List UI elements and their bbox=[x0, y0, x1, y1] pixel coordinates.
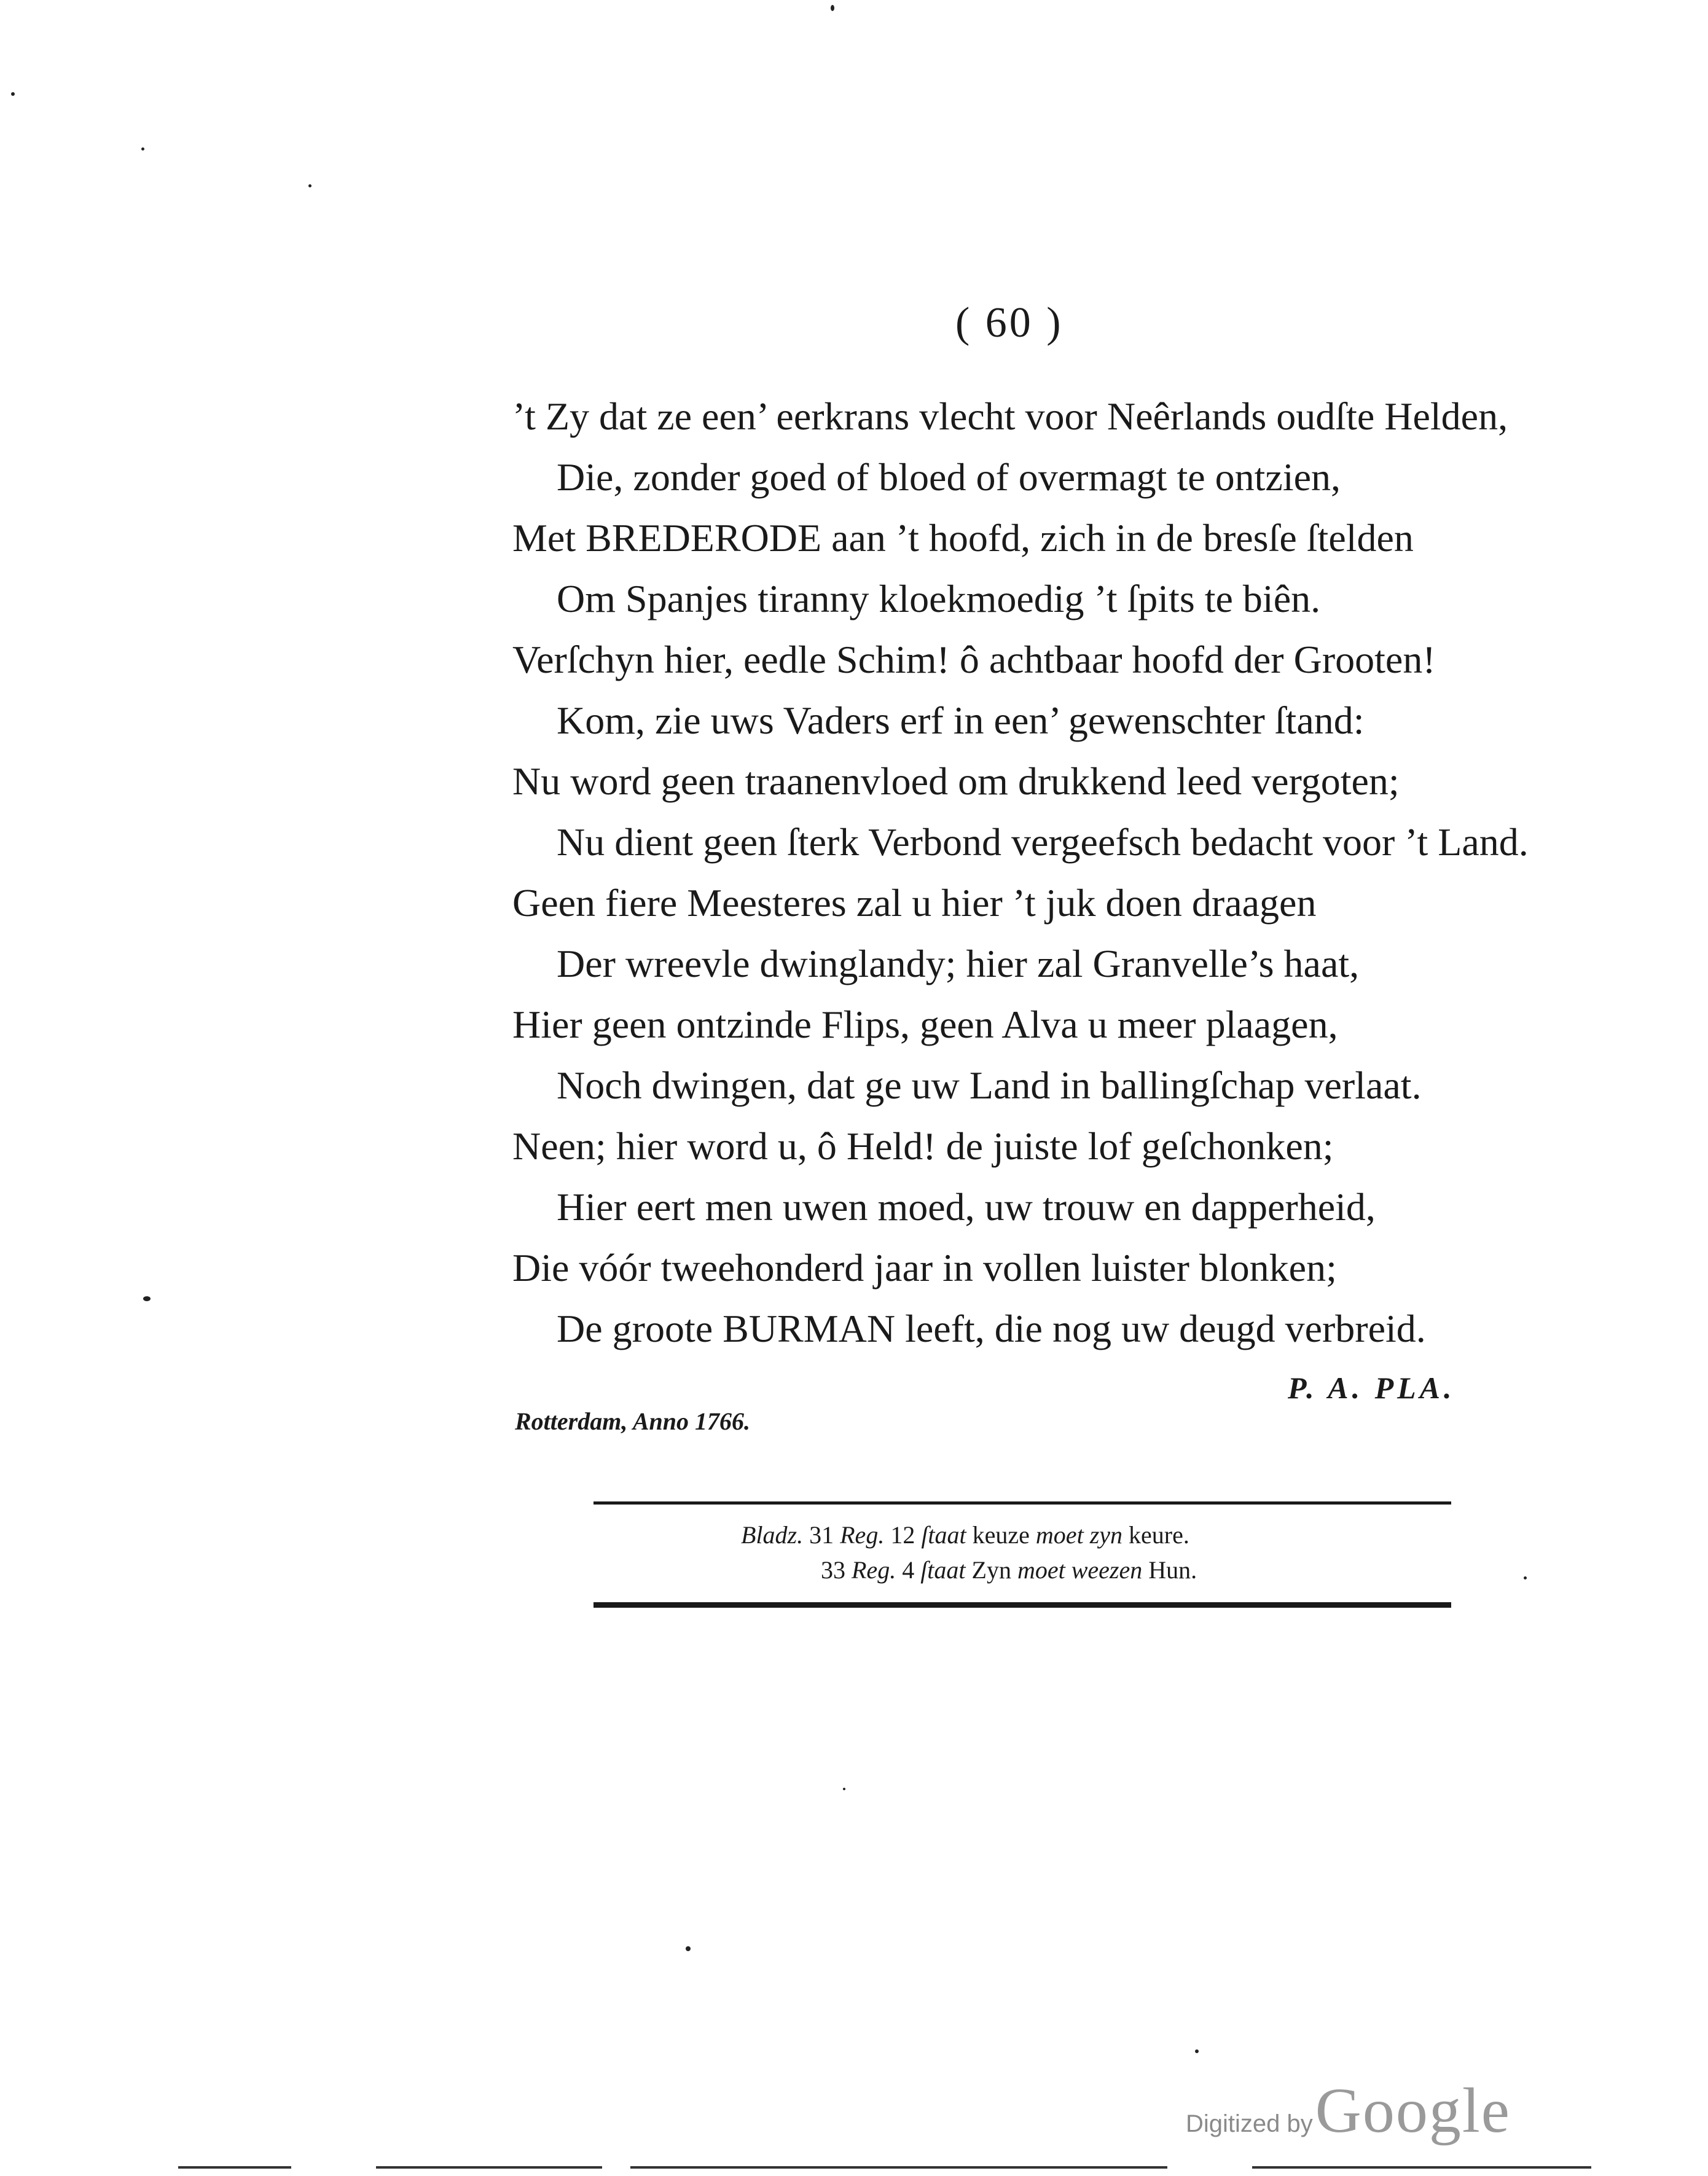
errata-bottom-rule bbox=[593, 1602, 1451, 1608]
errata-line-2 bbox=[741, 1552, 1197, 1587]
errata-moet: moet bbox=[1017, 1556, 1065, 1584]
poem-line: Neen; hier word u, ô Held! de juiste lof geſchonken; bbox=[512, 1124, 1334, 1168]
errata-reg-label: Reg. bbox=[852, 1556, 896, 1584]
page-number: ( 60 ) bbox=[955, 299, 1064, 346]
ink-speck bbox=[831, 5, 834, 11]
ink-speck bbox=[1195, 2049, 1199, 2053]
poem-line: Om Spanjes tiranny kloekmoedig ’t ſpits te biên. bbox=[557, 577, 1321, 620]
errata-line-1 bbox=[741, 1517, 1197, 1552]
errata-page: 31 bbox=[809, 1521, 834, 1549]
poem-line: Hier geen ontzinde Flips, geen Alva u meer plaagen, bbox=[512, 1003, 1338, 1046]
digitized-by-watermark bbox=[1186, 2074, 1511, 2147]
poem-line: Hier eert men uwen moed, uw trouw en dapperheid, bbox=[557, 1185, 1376, 1229]
errata-moet: moet bbox=[1035, 1521, 1084, 1549]
ink-speck bbox=[843, 1788, 845, 1790]
errata-wrong: Zyn bbox=[971, 1556, 1011, 1584]
errata-page-label: Bladz. bbox=[741, 1521, 804, 1549]
poem-line: De groote BURMAN leeft, die nog uw deugd verbreid. bbox=[557, 1307, 1426, 1350]
errata-reg-label: Reg. bbox=[840, 1521, 885, 1549]
ink-speck bbox=[141, 147, 144, 151]
digitized-by-text: Digitized by bbox=[1186, 2110, 1313, 2137]
poem-line: Der wreevle dwinglandy; hier zal Granvelle’s haat, bbox=[557, 942, 1360, 985]
poem bbox=[512, 386, 1532, 1359]
poem-line: Verſchyn hier, eedle Schim! ô achtbaar hoofd der Grooten! bbox=[512, 638, 1436, 681]
google-logo: Google bbox=[1315, 2075, 1511, 2146]
errata-reg: 4 bbox=[902, 1556, 915, 1584]
errata-correct: Hun. bbox=[1148, 1556, 1197, 1584]
errata-reg: 12 bbox=[890, 1521, 915, 1549]
poem-line: Nu word geen traanenvloed om drukkend leed vergoten; bbox=[512, 759, 1400, 803]
poem-line: Kom, zie uws Vaders erf in een’ gewenschter ſtand: bbox=[557, 699, 1365, 742]
ink-speck bbox=[11, 92, 15, 96]
ink-speck bbox=[686, 1946, 691, 1951]
signature: P. A. PLA. bbox=[1288, 1371, 1455, 1405]
ink-speck bbox=[1524, 1576, 1527, 1579]
poem-line: Die, zonder goed of bloed of overmagt te ontzien, bbox=[557, 455, 1341, 499]
poem-line: Geen fiere Meesteres zal u hier ’t juk doen draagen bbox=[512, 881, 1317, 925]
poem-line: Met BREDERODE aan ’t hoofd, zich in de bresſe ſtelden bbox=[512, 516, 1414, 560]
errata-wrong: keuze bbox=[972, 1521, 1030, 1549]
poem-line: Nu dient geen ſterk Verbond vergeefsch bedacht voor ’t Land. bbox=[557, 820, 1529, 864]
page-bottom-edge bbox=[178, 2166, 1591, 2169]
errata-top-rule bbox=[593, 1501, 1451, 1505]
errata-correct: keure. bbox=[1129, 1521, 1189, 1549]
poem-line: ’t Zy dat ze een’ eerkrans vlecht voor Neêrlands oudſte Helden, bbox=[512, 394, 1508, 438]
poem-line: Noch dwingen, dat ge uw Land in ballingſchap verlaat. bbox=[557, 1063, 1422, 1107]
errata-verb: weezen bbox=[1071, 1556, 1143, 1584]
ink-speck bbox=[308, 184, 311, 187]
poem-line: Die vóór tweehonderd jaar in vollen luister blonken; bbox=[512, 1246, 1337, 1290]
errata-verb: zyn bbox=[1089, 1521, 1123, 1549]
errata-page: 33 bbox=[821, 1556, 845, 1584]
ink-speck bbox=[143, 1296, 151, 1301]
errata-staat: ſtaat bbox=[920, 1556, 966, 1584]
errata-staat: ſtaat bbox=[921, 1521, 966, 1549]
errata bbox=[741, 1517, 1197, 1587]
place-date: Rotterdam, Anno 1766. bbox=[515, 1407, 751, 1435]
